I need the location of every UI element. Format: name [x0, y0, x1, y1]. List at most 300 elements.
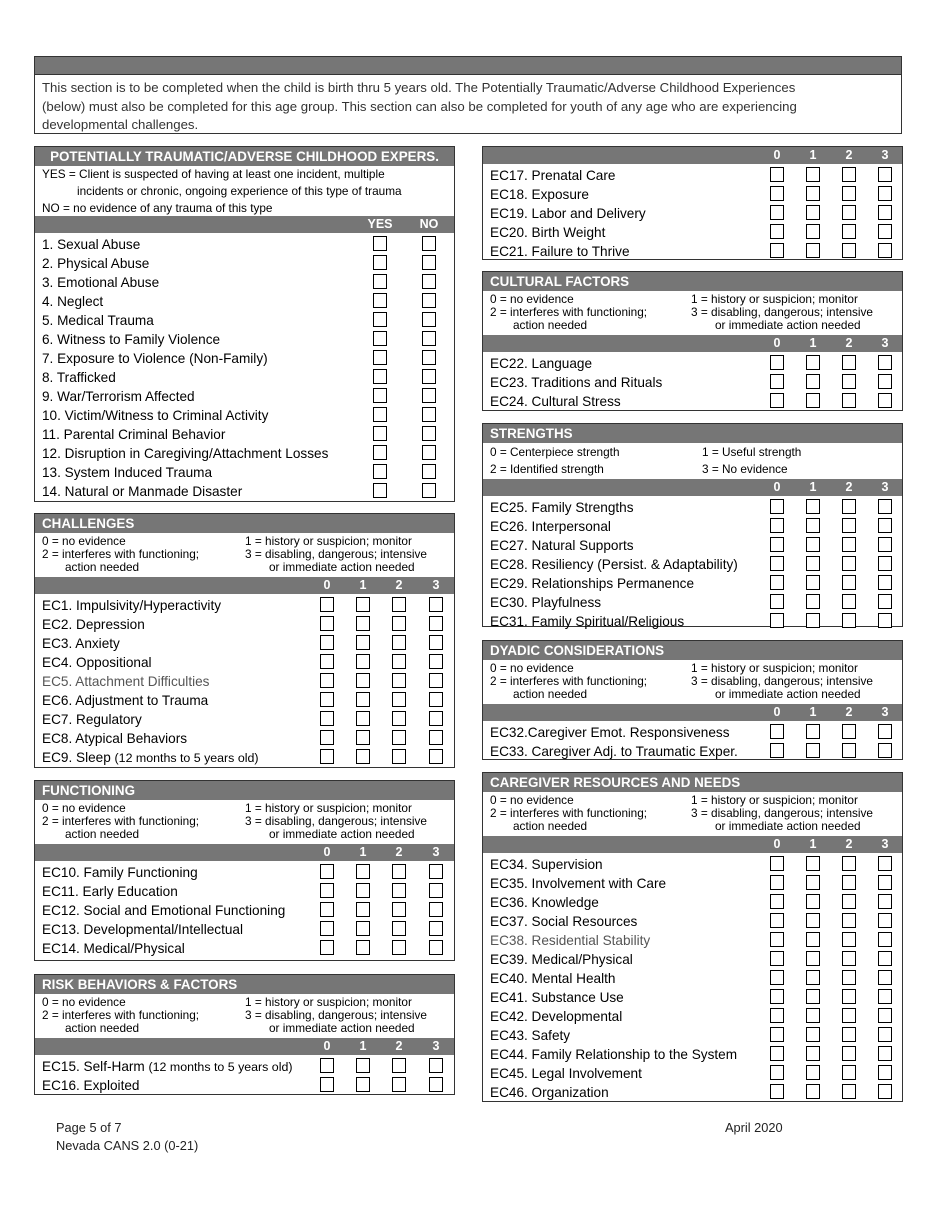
rating-checkbox-1[interactable]	[356, 692, 370, 707]
legend-d1: 1 = history or suspicion; monitor	[245, 534, 412, 548]
item-label	[490, 392, 621, 411]
rating-checkbox-1[interactable]	[356, 673, 370, 688]
rating-checkbox-2[interactable]	[392, 749, 406, 764]
rating-checkbox-3[interactable]	[878, 556, 892, 571]
rating-checkbox-2[interactable]	[842, 724, 856, 739]
rating-checkbox-3[interactable]	[878, 224, 892, 239]
rating-checkbox-0[interactable]	[770, 970, 784, 985]
rating-checkbox-yes[interactable]	[373, 407, 387, 422]
item-label	[490, 1026, 570, 1045]
intro-line: (below) must also be completed for this age group. This section can also be completed for youth of any age who are experiencing	[42, 98, 797, 114]
rating-checkbox-1[interactable]	[806, 932, 820, 947]
rating-checkbox-3[interactable]	[878, 594, 892, 609]
legend-d3b: or immediate action needed	[715, 687, 861, 701]
rating-checkbox-1[interactable]	[356, 635, 370, 650]
rating-checkbox-3[interactable]	[878, 875, 892, 890]
rating-checkbox-3[interactable]	[429, 1077, 443, 1092]
rating-checkbox-0[interactable]	[320, 1077, 334, 1092]
col-1: 1	[809, 480, 817, 494]
item-row	[35, 748, 454, 767]
rating-checkbox-0[interactable]	[770, 167, 784, 182]
rating-checkbox-2[interactable]	[392, 1077, 406, 1092]
rating-checkbox-2[interactable]	[842, 951, 856, 966]
rating-checkbox-1[interactable]	[806, 224, 820, 239]
legend-d2b: action needed	[513, 819, 588, 833]
rating-checkbox-1[interactable]	[806, 743, 820, 758]
rating-checkbox-no[interactable]	[422, 388, 436, 403]
item-label	[490, 373, 662, 392]
item-label	[42, 691, 208, 710]
rating-checkbox-3[interactable]	[878, 743, 892, 758]
rating-checkbox-3[interactable]	[429, 711, 443, 726]
rating-checkbox-0[interactable]	[770, 875, 784, 890]
rating-checkbox-2[interactable]	[842, 205, 856, 220]
rating-checkbox-3[interactable]	[878, 913, 892, 928]
rating-checkbox-3[interactable]	[878, 537, 892, 552]
column-header	[35, 216, 454, 233]
item-note: (12 months to 5 years old)	[114, 751, 259, 765]
rating-checkbox-0[interactable]	[770, 575, 784, 590]
item-row	[35, 330, 454, 349]
rating-checkbox-1[interactable]	[356, 883, 370, 898]
item-row	[35, 901, 454, 920]
rating-checkbox-2[interactable]	[392, 616, 406, 631]
rating-checkbox-no[interactable]	[422, 274, 436, 289]
rating-checkbox-2[interactable]	[392, 1058, 406, 1073]
rating-checkbox-2[interactable]	[842, 167, 856, 182]
item-label	[42, 368, 116, 387]
rating-checkbox-2[interactable]	[842, 575, 856, 590]
rating-checkbox-2[interactable]	[842, 224, 856, 239]
rating-checkbox-1[interactable]	[356, 749, 370, 764]
rating-checkbox-no[interactable]	[422, 350, 436, 365]
rating-checkbox-1[interactable]	[356, 654, 370, 669]
rating-checkbox-0[interactable]	[320, 654, 334, 669]
rating-checkbox-2[interactable]	[392, 692, 406, 707]
rating-checkbox-0[interactable]	[320, 940, 334, 955]
rating-checkbox-1[interactable]	[806, 875, 820, 890]
rating-checkbox-3[interactable]	[878, 613, 892, 628]
rating-checkbox-3[interactable]	[878, 970, 892, 985]
rating-checkbox-1[interactable]	[806, 243, 820, 258]
rating-checkbox-2[interactable]	[842, 743, 856, 758]
rating-checkbox-1[interactable]	[806, 1027, 820, 1042]
col-3: 3	[881, 336, 889, 350]
rating-checkbox-0[interactable]	[320, 616, 334, 631]
rating-checkbox-0[interactable]	[770, 913, 784, 928]
rating-checkbox-3[interactable]	[429, 940, 443, 955]
item-row	[483, 223, 902, 242]
rating-checkbox-3[interactable]	[429, 864, 443, 879]
rating-checkbox-1[interactable]	[806, 186, 820, 201]
rating-checkbox-yes[interactable]	[373, 445, 387, 460]
item-label	[42, 939, 185, 958]
rating-checkbox-0[interactable]	[770, 243, 784, 258]
rating-checkbox-2[interactable]	[842, 186, 856, 201]
rating-checkbox-2[interactable]	[842, 1084, 856, 1099]
rating-checkbox-1[interactable]	[806, 613, 820, 628]
rating-checkbox-0[interactable]	[320, 864, 334, 879]
item-row	[483, 373, 902, 392]
rating-checkbox-0[interactable]	[320, 730, 334, 745]
item-text: 2. Physical Abuse	[42, 256, 150, 271]
col-no: NO	[419, 217, 439, 231]
legend-d2b: action needed	[513, 318, 588, 332]
item-label	[490, 855, 603, 874]
rating-checkbox-0[interactable]	[770, 355, 784, 370]
rating-checkbox-0[interactable]	[770, 989, 784, 1004]
rating-checkbox-1[interactable]	[806, 594, 820, 609]
rating-checkbox-2[interactable]	[842, 243, 856, 258]
rating-checkbox-0[interactable]	[770, 186, 784, 201]
item-text: EC20. Birth Weight	[490, 225, 606, 240]
rating-checkbox-2[interactable]	[842, 1046, 856, 1061]
item-text: 3. Emotional Abuse	[42, 275, 160, 290]
rating-checkbox-3[interactable]	[429, 921, 443, 936]
rating-checkbox-3[interactable]	[878, 374, 892, 389]
rating-checkbox-0[interactable]	[770, 1027, 784, 1042]
rating-checkbox-1[interactable]	[806, 724, 820, 739]
rating-checkbox-0[interactable]	[770, 724, 784, 739]
rating-checkbox-1[interactable]	[356, 1058, 370, 1073]
item-label	[490, 1064, 642, 1083]
strengths-items	[483, 496, 902, 631]
rating-checkbox-0[interactable]	[770, 374, 784, 389]
rating-checkbox-2[interactable]	[842, 613, 856, 628]
rating-checkbox-2[interactable]	[392, 940, 406, 955]
item-label	[490, 1083, 609, 1102]
rating-checkbox-1[interactable]	[806, 913, 820, 928]
rating-checkbox-1[interactable]	[806, 989, 820, 1004]
rating-checkbox-yes[interactable]	[373, 426, 387, 441]
item-label	[490, 742, 738, 761]
rating-checkbox-0[interactable]	[770, 951, 784, 966]
rating-checkbox-3[interactable]	[429, 654, 443, 669]
item-row	[483, 874, 902, 893]
rating-checkbox-no[interactable]	[422, 407, 436, 422]
rating-checkbox-1[interactable]	[806, 575, 820, 590]
rating-checkbox-1[interactable]	[356, 902, 370, 917]
item-row	[483, 742, 902, 761]
rating-checkbox-3[interactable]	[429, 635, 443, 650]
item-row	[483, 969, 902, 988]
col-2: 2	[845, 705, 853, 719]
rating-checkbox-3[interactable]	[878, 393, 892, 408]
rating-checkbox-2[interactable]	[392, 902, 406, 917]
rating-checkbox-0[interactable]	[770, 393, 784, 408]
rating-checkbox-3[interactable]	[878, 1065, 892, 1080]
rating-checkbox-3[interactable]	[429, 692, 443, 707]
rating-checkbox-2[interactable]	[392, 673, 406, 688]
rating-checkbox-1[interactable]	[806, 1084, 820, 1099]
rating-checkbox-1[interactable]	[806, 1046, 820, 1061]
rating-checkbox-1[interactable]	[806, 393, 820, 408]
item-text: 1. Sexual Abuse	[42, 237, 141, 252]
rating-checkbox-0[interactable]	[770, 1084, 784, 1099]
rating-checkbox-no[interactable]	[422, 293, 436, 308]
rating-checkbox-1[interactable]	[806, 556, 820, 571]
rating-checkbox-0[interactable]	[320, 902, 334, 917]
rating-checkbox-1[interactable]	[356, 1077, 370, 1092]
rating-checkbox-yes[interactable]	[373, 255, 387, 270]
rating-checkbox-no[interactable]	[422, 236, 436, 251]
rating-checkbox-0[interactable]	[770, 205, 784, 220]
rating-checkbox-3[interactable]	[878, 1027, 892, 1042]
rating-checkbox-3[interactable]	[429, 616, 443, 631]
rating-checkbox-3[interactable]	[878, 355, 892, 370]
rating-checkbox-3[interactable]	[878, 894, 892, 909]
rating-checkbox-no[interactable]	[422, 255, 436, 270]
rating-checkbox-2[interactable]	[842, 518, 856, 533]
risk-items	[35, 1055, 454, 1095]
rating-checkbox-1[interactable]	[806, 374, 820, 389]
rating-checkbox-0[interactable]	[320, 597, 334, 612]
rating-checkbox-3[interactable]	[429, 597, 443, 612]
rating-checkbox-1[interactable]	[356, 616, 370, 631]
rating-checkbox-yes[interactable]	[373, 293, 387, 308]
rating-checkbox-1[interactable]	[806, 970, 820, 985]
item-row	[483, 1083, 902, 1102]
rating-checkbox-3[interactable]	[878, 499, 892, 514]
legend-d0: 0 = no evidence	[490, 793, 574, 807]
rating-checkbox-2[interactable]	[842, 913, 856, 928]
rating-checkbox-1[interactable]	[356, 921, 370, 936]
rating-checkbox-0[interactable]	[770, 743, 784, 758]
rating-checkbox-2[interactable]	[842, 355, 856, 370]
legend-d2a: 2 = interferes with functioning;	[490, 305, 648, 319]
col-1: 1	[359, 578, 367, 592]
rating-checkbox-1[interactable]	[806, 1065, 820, 1080]
item-text: EC44. Family Relationship to the System	[490, 1047, 738, 1062]
rating-checkbox-1[interactable]	[806, 1008, 820, 1023]
rating-checkbox-yes[interactable]	[373, 350, 387, 365]
rating-checkbox-yes[interactable]	[373, 274, 387, 289]
rating-checkbox-3[interactable]	[429, 883, 443, 898]
col-0: 0	[773, 148, 781, 162]
item-label	[490, 612, 684, 631]
item-text: EC42. Developmental	[490, 1009, 623, 1024]
rating-checkbox-0[interactable]	[770, 556, 784, 571]
rating-checkbox-2[interactable]	[842, 393, 856, 408]
rating-checkbox-yes[interactable]	[373, 331, 387, 346]
rating-checkbox-3[interactable]	[878, 243, 892, 258]
legend-d3a: 3 = disabling, dangerous; intensive	[691, 305, 873, 319]
item-label	[490, 874, 666, 893]
rating-checkbox-2[interactable]	[392, 711, 406, 726]
item-text: EC9. Sleep	[42, 750, 111, 765]
rating-checkbox-2[interactable]	[842, 970, 856, 985]
rating-checkbox-0[interactable]	[770, 224, 784, 239]
rating-checkbox-0[interactable]	[770, 1065, 784, 1080]
rating-checkbox-0[interactable]	[320, 749, 334, 764]
legend-d3a: 3 = disabling, dangerous; intensive	[691, 806, 873, 820]
rating-checkbox-2[interactable]	[842, 989, 856, 1004]
rating-checkbox-2[interactable]	[842, 537, 856, 552]
rating-checkbox-2[interactable]	[392, 883, 406, 898]
rating-checkbox-2[interactable]	[842, 894, 856, 909]
rating-checkbox-3[interactable]	[429, 730, 443, 745]
rating-checkbox-0[interactable]	[770, 594, 784, 609]
item-label	[490, 912, 637, 931]
rating-checkbox-no[interactable]	[422, 483, 436, 498]
rating-checkbox-no[interactable]	[422, 445, 436, 460]
rating-checkbox-3[interactable]	[878, 205, 892, 220]
rating-checkbox-3[interactable]	[878, 932, 892, 947]
legend-d3b: or immediate action needed	[715, 318, 861, 332]
col-2: 2	[845, 336, 853, 350]
rating-checkbox-yes[interactable]	[373, 312, 387, 327]
trauma-section	[34, 146, 455, 502]
item-text: 11. Parental Criminal Behavior	[42, 427, 226, 442]
rating-checkbox-0[interactable]	[320, 921, 334, 936]
item-row	[483, 1064, 902, 1083]
rating-checkbox-no[interactable]	[422, 426, 436, 441]
rating-checkbox-3[interactable]	[878, 1046, 892, 1061]
rating-checkbox-2[interactable]	[392, 730, 406, 745]
rating-checkbox-2[interactable]	[392, 921, 406, 936]
rating-checkbox-0[interactable]	[320, 1058, 334, 1073]
rating-checkbox-2[interactable]	[842, 856, 856, 871]
item-text: EC14. Medical/Physical	[42, 941, 185, 956]
rating-checkbox-2[interactable]	[392, 597, 406, 612]
item-row	[35, 273, 454, 292]
rating-checkbox-yes[interactable]	[373, 483, 387, 498]
rating-checkbox-3[interactable]	[429, 902, 443, 917]
rating-checkbox-no[interactable]	[422, 369, 436, 384]
rating-checkbox-0[interactable]	[320, 692, 334, 707]
item-text: EC17. Prenatal Care	[490, 168, 616, 183]
item-text: 5. Medical Trauma	[42, 313, 154, 328]
rating-checkbox-1[interactable]	[356, 864, 370, 879]
rating-checkbox-yes[interactable]	[373, 464, 387, 479]
item-text: EC13. Developmental/Intellectual	[42, 922, 243, 937]
item-label	[42, 292, 103, 311]
rating-checkbox-3[interactable]	[878, 1008, 892, 1023]
rating-checkbox-1[interactable]	[356, 940, 370, 955]
rating-checkbox-3[interactable]	[878, 856, 892, 871]
rating-checkbox-yes[interactable]	[373, 388, 387, 403]
rating-checkbox-2[interactable]	[842, 1065, 856, 1080]
rating-checkbox-3[interactable]	[429, 1058, 443, 1073]
rating-checkbox-no[interactable]	[422, 331, 436, 346]
rating-checkbox-0[interactable]	[320, 883, 334, 898]
rating-checkbox-yes[interactable]	[373, 236, 387, 251]
rating-checkbox-1[interactable]	[806, 894, 820, 909]
rating-checkbox-1[interactable]	[356, 711, 370, 726]
item-text: EC15. Self-Harm	[42, 1059, 145, 1074]
rating-checkbox-0[interactable]	[770, 1046, 784, 1061]
rating-checkbox-2[interactable]	[842, 499, 856, 514]
rating-checkbox-2[interactable]	[842, 556, 856, 571]
item-label	[490, 242, 630, 261]
rating-checkbox-2[interactable]	[842, 1008, 856, 1023]
item-text: EC38. Residential Stability	[490, 933, 651, 948]
rating-checkbox-0[interactable]	[320, 635, 334, 650]
strengths-section	[482, 423, 903, 627]
legend-d3a: 3 = disabling, dangerous; intensive	[691, 674, 873, 688]
rating-checkbox-0[interactable]	[320, 711, 334, 726]
section-title: DYADIC CONSIDERATIONS	[483, 641, 902, 660]
column-header	[35, 1038, 454, 1055]
rating-checkbox-3[interactable]	[878, 724, 892, 739]
rating-checkbox-2[interactable]	[842, 875, 856, 890]
item-label	[42, 254, 149, 273]
rating-checkbox-3[interactable]	[878, 518, 892, 533]
rating-checkbox-2[interactable]	[842, 374, 856, 389]
rating-checkbox-1[interactable]	[356, 597, 370, 612]
rating-checkbox-1[interactable]	[806, 355, 820, 370]
rating-checkbox-1[interactable]	[806, 167, 820, 182]
rating-checkbox-2[interactable]	[842, 932, 856, 947]
rating-checkbox-2[interactable]	[392, 635, 406, 650]
item-label	[42, 615, 145, 634]
legend-d2a: 2 = interferes with functioning;	[490, 806, 648, 820]
item-text: 8. Trafficked	[42, 370, 116, 385]
challenges-items	[35, 594, 454, 767]
rating-checkbox-2[interactable]	[392, 864, 406, 879]
item-row	[35, 634, 454, 653]
rating-checkbox-3[interactable]	[878, 989, 892, 1004]
rating-checkbox-0[interactable]	[770, 499, 784, 514]
item-label	[42, 672, 209, 691]
rating-checkbox-1[interactable]	[806, 518, 820, 533]
rating-checkbox-0[interactable]	[770, 613, 784, 628]
item-text: EC28. Resiliency (Persist. & Adaptability)	[490, 557, 738, 572]
intro-line: developmental challenges.	[42, 117, 199, 132]
rating-checkbox-2[interactable]	[392, 654, 406, 669]
item-label	[42, 425, 225, 444]
rating-checkbox-1[interactable]	[806, 205, 820, 220]
rating-checkbox-no[interactable]	[422, 464, 436, 479]
item-label	[42, 634, 120, 653]
rating-checkbox-0[interactable]	[770, 518, 784, 533]
item-label	[42, 729, 187, 748]
rating-checkbox-2[interactable]	[842, 594, 856, 609]
rating-checkbox-0[interactable]	[770, 894, 784, 909]
rating-checkbox-2[interactable]	[842, 1027, 856, 1042]
rating-checkbox-3[interactable]	[878, 167, 892, 182]
rating-checkbox-0[interactable]	[770, 1008, 784, 1023]
item-text: 12. Disruption in Caregiving/Attachment Losses	[42, 446, 329, 461]
rating-checkbox-1[interactable]	[806, 499, 820, 514]
rating-checkbox-3[interactable]	[878, 1084, 892, 1099]
rating-checkbox-0[interactable]	[320, 673, 334, 688]
rating-checkbox-3[interactable]	[878, 575, 892, 590]
legend-d1: 1 = history or suspicion; monitor	[691, 661, 858, 675]
functioning-section	[34, 780, 455, 961]
rating-checkbox-3[interactable]	[878, 186, 892, 201]
rating-checkbox-1[interactable]	[806, 537, 820, 552]
rating-checkbox-3[interactable]	[878, 951, 892, 966]
rating-checkbox-0[interactable]	[770, 932, 784, 947]
item-text: 4. Neglect	[42, 294, 104, 309]
item-text: 13. System Induced Trauma	[42, 465, 213, 480]
rating-checkbox-no[interactable]	[422, 312, 436, 327]
rating-checkbox-3[interactable]	[429, 673, 443, 688]
rating-legend	[483, 291, 902, 335]
section-title: CHALLENGES	[35, 514, 454, 533]
legend-3: 3 = No evidence	[702, 462, 788, 476]
rating-checkbox-0[interactable]	[770, 856, 784, 871]
rating-checkbox-3[interactable]	[429, 749, 443, 764]
rating-checkbox-1[interactable]	[806, 856, 820, 871]
rating-checkbox-1[interactable]	[356, 730, 370, 745]
rating-checkbox-0[interactable]	[770, 537, 784, 552]
rating-checkbox-1[interactable]	[806, 951, 820, 966]
rating-checkbox-yes[interactable]	[373, 369, 387, 384]
item-row	[35, 1057, 454, 1076]
item-row	[483, 354, 902, 373]
